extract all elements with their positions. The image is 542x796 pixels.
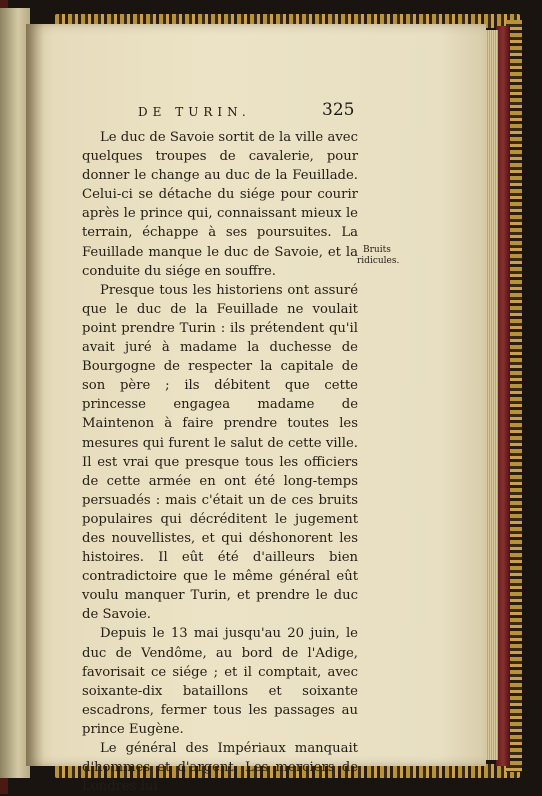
margin-note (357, 245, 407, 267)
leather-cover-right (496, 26, 510, 766)
body-text (82, 128, 358, 796)
paragraph: Presque tous les historiens ont assuré que le duc de la Feuillade ne voulait point prendre Turin : ils prétendent qu'il avait juré à madame la duchesse de Bourgogne de respecter la capitale de son père ; ils débitent que cette princesse engagea madame de Maintenon à faire prendre toutes les mesures qui furent le salut de cette ville. Il est vrai que presque tous les officiers de cette armée en ont été long-temps persuadés : mais c'était un de ces bruits populaires qui décréditent le jugement des nouvellistes, et qui déshonorent les histoires. Il eût été d'ailleurs bien contradictoire que le même général eût voulu manquer Turin, et prendre le duc de Savoie. (82, 282, 358, 623)
page-number: 325 (322, 100, 355, 120)
margin-note-line: ridicules. (357, 256, 400, 266)
running-title: DE TURIN. (138, 105, 251, 119)
paragraph: Le duc de Savoie sortit de la ville avec quelques troupes de cavalerie, pour donner le change au duc de la Feuillade. Celui-ci se détache du siége pour courir après le prince qui, connaissant mieux le terrain, échappe à ses poursuites. La Feuillade manque le duc de Savoie, et la conduite du siége en souffre. (82, 130, 358, 279)
margin-note-line: Bruits (363, 245, 391, 255)
gutter-shadow (26, 24, 44, 766)
paragraph: Depuis le 13 mai jusqu'au 20 juin, le duc de Vendôme, au bord de l'Adige, favorisait ce siége ; et il comptait, avec soixante-dix bataillons et soixante escadrons, fermer tous les passages au prince Eugène. (82, 626, 358, 737)
paragraph: Le général des Impériaux manquait d'hommes et d'argent. Les merciers de Londres lui (82, 741, 358, 795)
